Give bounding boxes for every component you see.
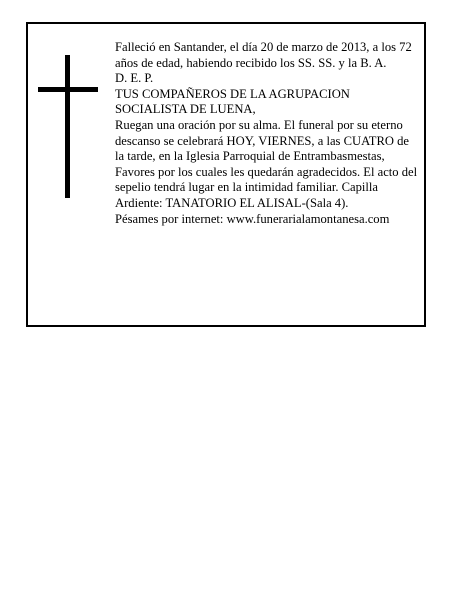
cross-icon <box>38 55 98 200</box>
obituary-notice <box>26 22 426 327</box>
death-announcement: Falleció en Santander, el día 20 de marzo de 2013, a los 72 años de edad, habiendo recibido los SS. SS. y la B. A. <box>115 40 412 70</box>
rip-line: D. E. P. <box>115 71 154 86</box>
signatories: TUS COMPAÑEROS DE LA AGRUPACION SOCIALISTA DE LUENA, <box>115 86 350 117</box>
funeral-details: Ruegan una oración por su alma. El funeral por su eterno descanso se celebrará HOY, VIERNES, a las CUATRO de la tarde, en la Iglesia Parroquial de Entrambasmestas, Favores por los cuales les quedarán agradecidos. El acto del sepelio tendrá lugar en la intimidad familiar. Capilla Ardiente: TANATORIO EL ALISAL-(Sala 4). <box>115 117 418 210</box>
condolences-line: Pésames por internet: www.funerarialamontanesa.com <box>115 211 390 226</box>
notice-body <box>115 40 419 227</box>
